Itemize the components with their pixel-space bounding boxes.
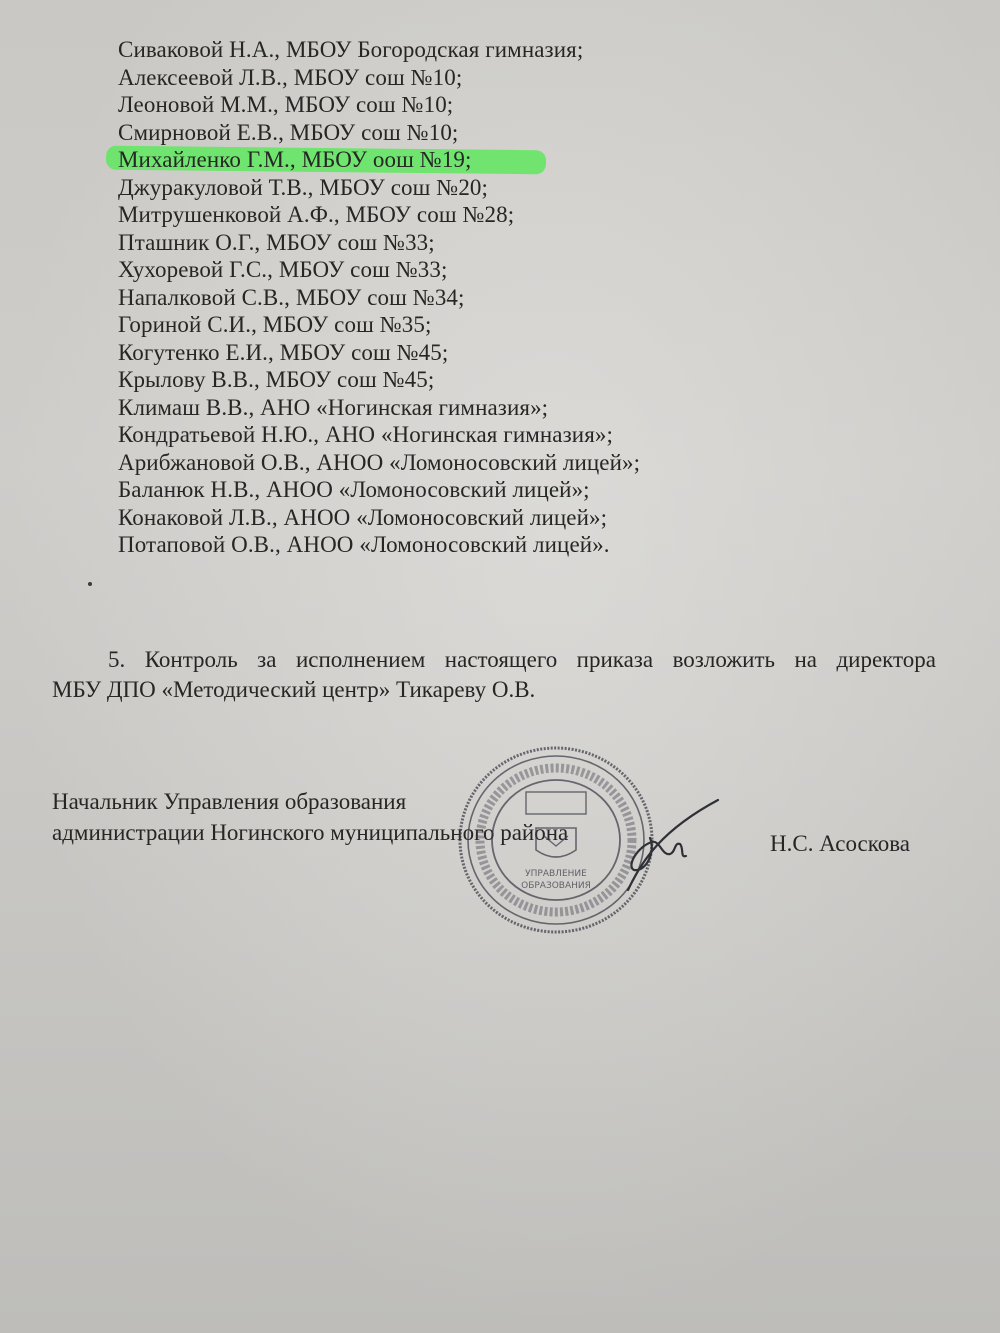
list-item: Гориной С.И., МБОУ сош №35; bbox=[118, 312, 432, 337]
list-item: Алексеевой Л.В., МБОУ сош №10; bbox=[118, 64, 463, 90]
signatory-title-line1: Начальник Управления образования bbox=[52, 789, 407, 814]
list-item: Арибжановой О.В., АНОО «Ломоносовский лицей»; bbox=[118, 449, 641, 475]
signatory-name: Н.С. Асоскова bbox=[770, 831, 910, 856]
paragraph-5 bbox=[52, 645, 936, 705]
seal-text-1: УПРАВЛЕНИЕ bbox=[525, 869, 587, 879]
recipient-list bbox=[118, 36, 758, 559]
signatory-title-line2: администрации Ногинского муниципального района bbox=[52, 820, 569, 845]
list-item: Сиваковой Н.А., МБОУ Богородская гимназия; bbox=[118, 37, 584, 62]
list-item: Джуракуловой Т.В., МБОУ сош №20; bbox=[118, 174, 489, 200]
list-item: Потаповой О.В., АНОО «Ломоносовский лицей». bbox=[118, 532, 610, 557]
handwritten-signature bbox=[590, 790, 730, 900]
list-item: Крылову В.В., МБОУ сош №45; bbox=[118, 367, 435, 392]
ink-dot bbox=[88, 582, 92, 586]
list-item: Леоновой М.М., МБОУ сош №10; bbox=[118, 92, 454, 117]
paragraph-5-line2: МБУ ДПО «Методический центр» Тикареву О.В. bbox=[52, 677, 536, 702]
list-item: Пташник О.Г., МБОУ сош №33; bbox=[118, 229, 435, 255]
seal-text-2: ОБРАЗОВАНИЯ bbox=[521, 881, 591, 891]
list-item: Митрушенковой А.Ф., МБОУ сош №28; bbox=[118, 202, 515, 227]
list-item: Смирновой Е.В., МБОУ сош №10; bbox=[118, 119, 459, 145]
list-item: Конаковой Л.В., АНОО «Ломоносовский лицей»; bbox=[118, 504, 608, 530]
list-item: Климаш В.В., АНО «Ногинская гимназия»; bbox=[118, 394, 549, 420]
list-item: Хухоревой Г.С., МБОУ сош №33; bbox=[118, 257, 448, 282]
list-item: Когутенко Е.И., МБОУ сош №45; bbox=[118, 339, 449, 365]
list-item-highlighted: Михайленко Г.М., МБОУ оош №19; bbox=[118, 146, 758, 174]
paragraph-5-line1: 5. Контроль за исполнением настоящего приказа возложить на директора bbox=[108, 647, 936, 672]
list-item: Баланюк Н.В., АНОО «Ломоносовский лицей»; bbox=[118, 477, 590, 502]
list-item: Кондратьевой Н.Ю., АНО «Ногинская гимназия»; bbox=[118, 422, 613, 447]
list-item: Напалковой С.В., МБОУ сош №34; bbox=[118, 284, 465, 310]
